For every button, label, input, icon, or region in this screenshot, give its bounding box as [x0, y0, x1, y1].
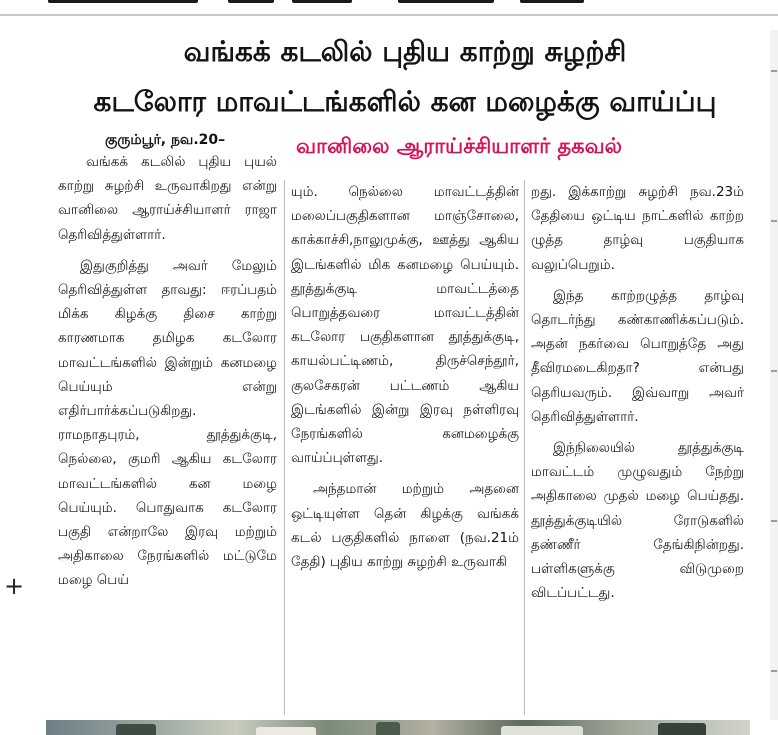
previous-article-cutoff — [0, 0, 778, 14]
column-2-paragraph-1: யும். நெல்லை மாவட்டத்தின் மலைப்பகுதிகளான மாஞ்சோலை, காக்காச்சி,நாலுமுக்கு, ஊத்து ஆகிய இடங்களில் மிக கனமழை பெய்யும். தூத்துக்குடி மாவட்டத்தை பொறுத்தவரை மாவட்டத்தின் கடலோர பகுதிகளான தூத்துக்குடி, காயல்பட்டிணம், திருச்செந்தூர், குலசேகரன் பட்டணம் ஆகிய இடங்களில் இன்று இரவு நள்ளிரவு நேரங்களில் கனமழைக்கு வாய்ப்புள்ளது. — [291, 184, 519, 467]
column-3-paragraph-3: இந்நிலையில் தூத்துக்குடி மாவட்டம் முழுவதும் நேற்று அதிகாலை முதல் மழை பெய்தது. தூத்துக்குடியில் ரோடுகளில் தண்ணீர் தேங்கிநின்றது. பள்ளிகளுக்கு விடுமுறை விடப்பட்டது. — [531, 440, 744, 602]
column-1-paragraph-1: வங்கக் கடலில் புதிய புயல் காற்று சுழற்சி உருவாகிறது என்று வானிலை ஆராய்ச்சியாளர் ராஜா தெரிவித்துள்ளார். — [58, 154, 277, 243]
column-2-paragraph-2: அந்தமான் மற்றும் அதனை ஒட்டியுள்ள தென் கிழக்கு வங்கக் கடல் பகுதிகளில் நாளை (நவ.21ம் தேதி) புதிய காற்று சுழற்சி உருவாகி — [291, 481, 519, 571]
article-column-2 — [291, 180, 519, 574]
column-3-paragraph-2: இந்த காற்றழுத்த தாழ்வு தொடர்ந்து கண்காணிக்கப்படும். அதன் நகர்வை பொறுத்தே அது தீவிரமடைகிறதா? என்பது தெரியவரும். இவ்வாறு அவர் தெரிவித்துள்ளார். — [531, 287, 744, 425]
headline-line-1: வங்கக் கடலில் புதிய காற்று சுழற்சி — [183, 35, 627, 68]
page-edge-margin — [770, 30, 778, 720]
article-column-1 — [58, 150, 277, 593]
column-divider-1 — [284, 180, 285, 715]
headline-line-2: கடலோர மாவட்டங்களில் கன மழைக்கு வாய்ப்பு — [93, 85, 717, 118]
photo-strip — [46, 720, 750, 735]
dateline: குரும்பூர், நவ.20– — [105, 132, 226, 148]
column-3-paragraph-1: றது. இக்காற்று சுழற்சி நவ.23ம் தேதியை ஒட்டிய நாட்களில் காற்ற ழுத்த தாழ்வு பகுதியாக வலுப்பெறும். — [531, 184, 744, 273]
column-divider-2 — [524, 180, 525, 715]
subheading: வானிலை ஆராய்ச்சியாளர் தகவல் — [296, 134, 623, 158]
crosshair-cursor-icon: + — [4, 572, 25, 600]
column-1-paragraph-2: இதுகுறித்து அவர் மேலும் தெரிவித்துள்ள தாவது: ஈரப்பதம் மிக்க கிழக்கு திசை காற்று காரணமாக தமிழக கடலோர மாவட்டங்களில் இன்றும் கனமழை பெய்யும் என்று எதிர்பார்க்கப்படுகிறது. ராமநாதபுரம், தூத்துக்குடி, நெல்லை, குமரி ஆகிய கடலோர மாவட்டங்களில் கன மழை பெய்யும். பொதுவாக கடலோர பகுதி என்றாலே இரவு மற்றும் அதிகாலை நேரங்களில் மட்டுமே மழை பெய் — [58, 257, 277, 589]
top-divider — [0, 14, 778, 16]
article-column-3 — [531, 180, 744, 605]
